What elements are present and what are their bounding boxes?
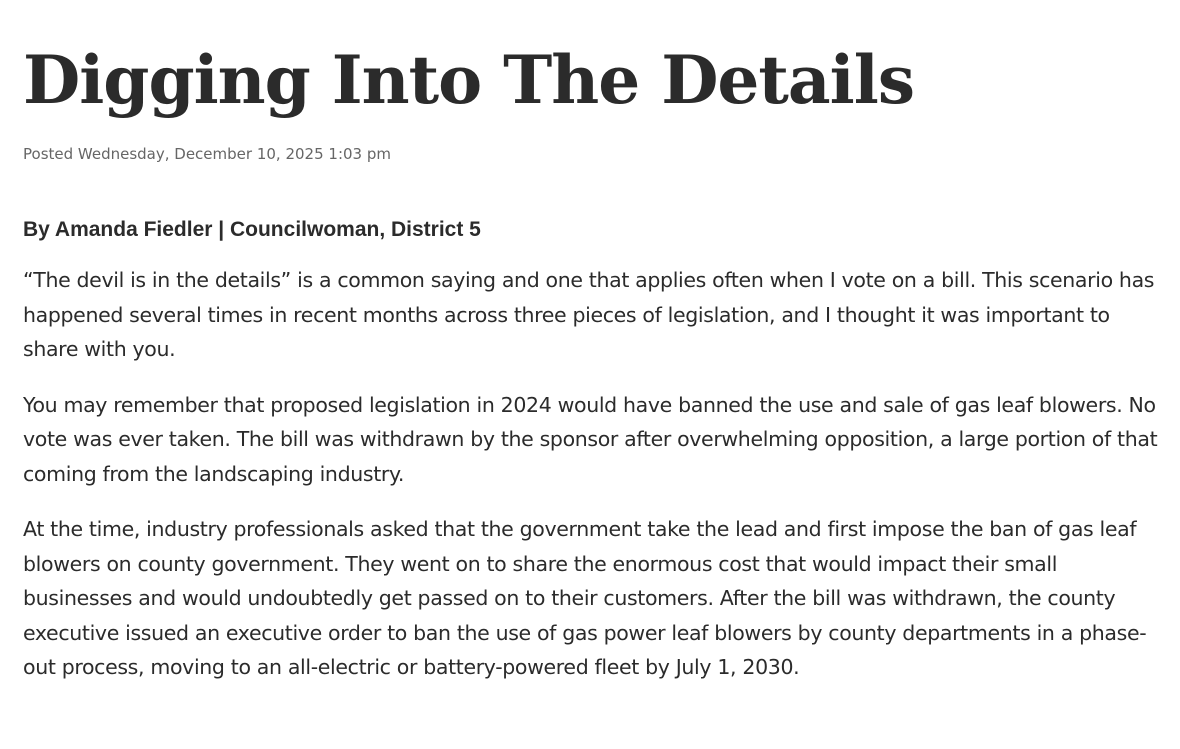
paragraph-3: At the time, industry professionals asked that the government take the lead and first impose the ban of gas leaf blowers on county government. They went on to share the enormous cost that would impact their small businesses and would undoubtedly get passed on to their customers. After the bill was withdrawn, the county executive issued an executive order to ban the use of gas power leaf blowers by county departments in a phase-out process, moving to an all-electric or battery-powered fleet by July 1, 2030. bbox=[23, 517, 1147, 679]
paragraph-2: You may remember that proposed legislation in 2024 would have banned the use and sale of gas leaf blowers. No vote was ever taken. The bill was withdrawn by the sponsor after overwhelming opposition, a large portion of that coming from the landscaping industry. bbox=[23, 392, 1158, 486]
article-title: Digging Into The Details bbox=[23, 41, 914, 119]
author-byline: By Amanda Fiedler | Councilwoman, District 5 bbox=[23, 218, 481, 241]
paragraph-1: “The devil is in the details” is a common saying and one that applies often when I vote on a bill. This scenario has happened several times in recent months across three pieces of legislation, and I thought it was important to share with you. bbox=[23, 268, 1155, 361]
posted-date: Posted Wednesday, December 10, 2025 1:03 pm bbox=[23, 145, 391, 163]
article-body bbox=[23, 263, 1163, 706]
